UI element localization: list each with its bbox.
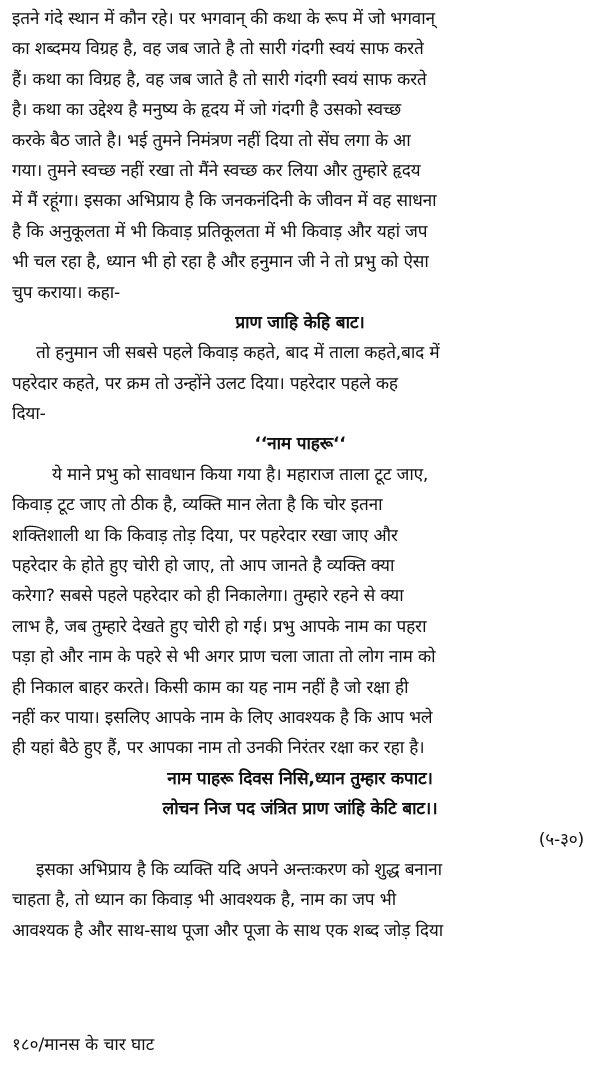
page-body-text <box>12 4 588 946</box>
text-line: का शब्दमय विग्रह है, वह जब जाते है तो सारी गंदगी स्वयं साफ करते <box>12 39 424 60</box>
text-line: ये माने प्रभु को सावधान किया गया है। महाराज ताला टूट जाए, <box>52 464 429 485</box>
text-line: ही यहां बैठे हुए हैं, पर आपका नाम तो उनकी निरंतर रक्षा कर रहा है। <box>12 738 425 759</box>
text-line: इसका अभिप्राय है कि व्यक्ति यदि अपने अन्तःकरण को शुद्ध बनाना <box>36 859 442 880</box>
page-footer: १८०/मानस के चार घाट <box>12 1035 155 1055</box>
text-line: पड़ा हो और नाम के पहरे से भी अगर प्राण चला जाता तो लोग नाम को <box>12 647 436 668</box>
text-line: में मैं रहूंगा। इसका अभिप्राय है कि जनकनंदिनी के जीवन में वह साधना <box>12 191 437 212</box>
text-line: ही निकाल बाहर करते। किसी काम का यह नाम नहीं है जो रक्षा ही <box>12 677 409 698</box>
text-line: पहरेदार के होते हुए चोरी हो जाए, तो आप जानते है व्यक्ति क्या <box>12 556 395 577</box>
text-line: दिया- <box>12 404 46 425</box>
text-line: तो हनुमान जी सबसे पहले किवाड़ कहते, बाद में ताला कहते,बाद में <box>36 343 440 364</box>
text-line: इतने गंदे स्थान में कौन रहे। पर भगवान् की कथा के रूप में जो भगवान् <box>12 9 435 29</box>
text-line: किवाड़ टूट जाए तो ठीक है, व्यक्ति मान लेता है कि चोर इतना <box>12 495 383 516</box>
text-line: नहीं कर पाया। इसलिए आपके नाम के लिए आवश्यक है कि आप भले <box>12 707 433 728</box>
text-line: चाहता है, तो ध्यान का किवाड़ भी आवश्यक है, नाम का जप भी <box>12 890 396 911</box>
text-line: चुप कराया। कहा- <box>12 282 120 303</box>
verse-line: लोचन निज पद जंत्रित प्राण जांहि केटि बाट।। <box>162 799 438 820</box>
text-line: लाभ है, जब तुम्हारे देखते हुए चोरी हो गई। प्रभु आपके नाम का पहरा <box>12 616 427 637</box>
verse-line: ‘‘नाम पाहरू‘‘ <box>254 434 346 455</box>
text-line: शक्तिशाली था कि किवाड़ तोड़ दिया, पर पहरेदार रखा जाए और <box>12 525 398 546</box>
text-line: है कि अनुकूलता में भी किवाड़ प्रतिकूलता में भी किवाड़ और यहां जप <box>12 221 428 242</box>
text-line: गया। तुमने स्वच्छ नहीं रखा तो मैंने स्वच्छ कर लिया और तुम्हारे हृदय <box>12 160 421 181</box>
verse-line: प्राण जाहि केहि बाट। <box>235 312 365 333</box>
text-line: है। कथा का उद्देश्य है मनुष्य के हृदय में जो गंदगी है उसको स्वच्छ <box>12 100 401 121</box>
text-line: भी चल रहा है, ध्यान भी हो रहा है और हनुमान जी ने तो प्रभु को ऐसा <box>12 252 429 273</box>
verse-line: नाम पाहरू दिवस निसि,ध्यान तुम्हार कपाट। <box>167 768 433 789</box>
verse-reference: (५-३०) <box>538 829 584 850</box>
text-line: करके बैठ जाते है। भई तुमने निमंत्रण नहीं दिया तो सेंघ लगा के आ <box>12 130 411 151</box>
text-line: हैं। कथा का विग्रह है, वह जब जाते है तो सारी गंदगी स्वयं साफ करते <box>12 69 427 90</box>
text-line: पहरेदार कहते, पर क्रम तो उन्होंने उलट दिया। पहरेदार पहले कह <box>12 373 398 394</box>
text-line: आवश्यक है और साथ-साथ पूजा और पूजा के साथ एक शब्द जोड़ दिया <box>12 920 444 941</box>
text-line: करेगा? सबसे पहले पहरेदार को ही निकालेगा। तुम्हारे रहने से क्या <box>12 586 404 607</box>
